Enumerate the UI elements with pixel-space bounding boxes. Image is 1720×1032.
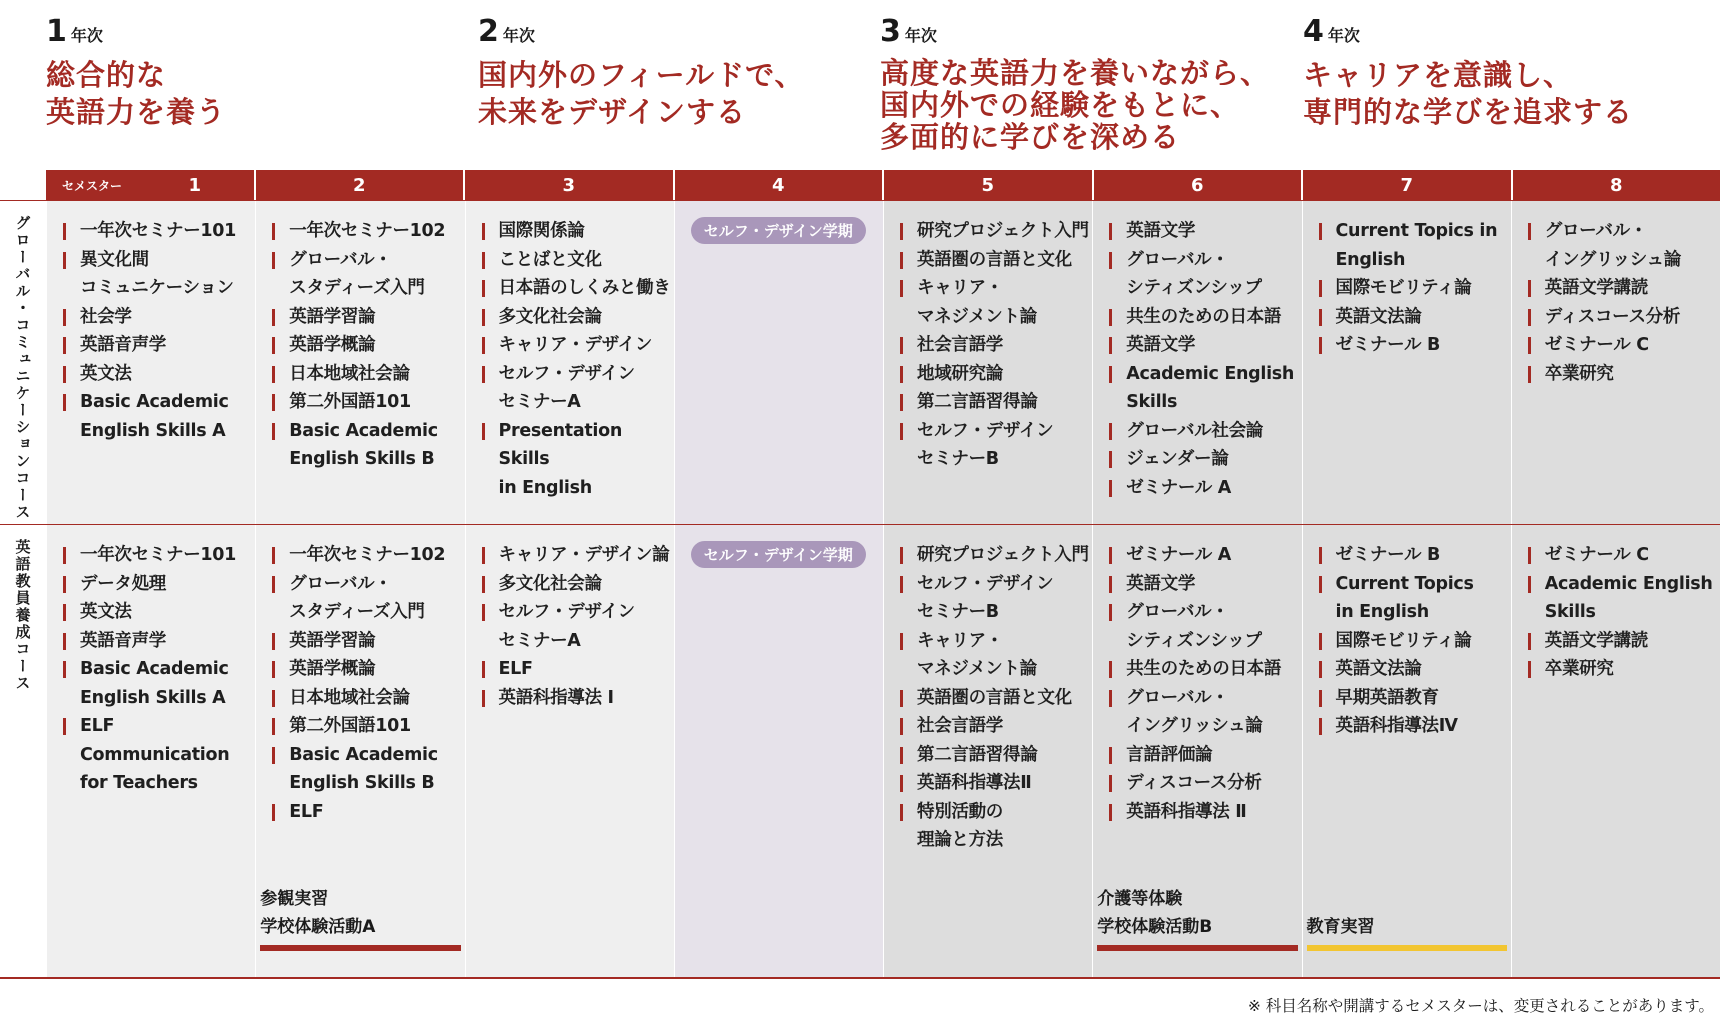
semester-header-3: 3	[465, 170, 675, 200]
practice-block	[1097, 885, 1297, 951]
subject-item: Current Topics in English	[1319, 217, 1511, 274]
subject-item: ELF Communication for Teachers	[63, 712, 255, 798]
subject-item: 社会言語学	[900, 331, 1092, 360]
subject-item: ゼミナール C	[1528, 331, 1720, 360]
practice-bar	[1307, 945, 1507, 951]
subject-item: 英語科指導法Ⅳ	[1319, 712, 1511, 741]
subject-item: キャリア・ マネジメント論	[900, 627, 1092, 684]
course-cell	[1302, 201, 1511, 524]
subject-item: 英語学概論	[272, 655, 464, 684]
practice-bar	[1097, 945, 1297, 951]
semester-header-1	[46, 170, 256, 200]
subject-item: キャリア・デザイン論	[482, 541, 674, 570]
subject-item: Presentation Skills in English	[482, 417, 674, 503]
subject-item: 多文化社会論	[482, 570, 674, 599]
course-label	[0, 525, 46, 977]
practice-block	[260, 885, 460, 951]
subject-item: 英語圏の言語と文化	[900, 246, 1092, 275]
subject-item: ゼミナール B	[1319, 331, 1511, 360]
course-cell	[46, 201, 255, 524]
subject-list	[63, 541, 255, 798]
subject-item: 英語学習論	[272, 303, 464, 332]
year-title: 国内外のフィールドで、 未来をデザインする	[478, 58, 805, 129]
subject-item: 第二言語習得論	[900, 388, 1092, 417]
subject-item: ディスコース分析	[1528, 303, 1720, 332]
subject-item: 一年次セミナー102	[272, 217, 464, 246]
subject-item: 社会言語学	[900, 712, 1092, 741]
subject-item: Academic English Skills	[1528, 570, 1720, 627]
subject-item: ゼミナール C	[1528, 541, 1720, 570]
subject-item: ゼミナール B	[1319, 541, 1511, 570]
year-header-1	[46, 14, 226, 131]
year-unit: 年次	[70, 26, 103, 45]
subject-item: Basic Academic English Skills A	[63, 388, 255, 445]
subject-item: セルフ・デザイン セミナーA	[482, 360, 674, 417]
subject-item: グローバル社会論	[1109, 417, 1301, 446]
subject-list	[1319, 541, 1511, 741]
subject-item: グローバル・ スタディーズ入門	[272, 246, 464, 303]
course-cell	[1092, 201, 1301, 524]
year-title: 総合的な 英語力を養う	[46, 58, 227, 129]
subject-item: 英語文学	[1109, 570, 1301, 599]
subject-item: グローバル・ イングリッシュ論	[1109, 684, 1301, 741]
year-unit: 年次	[502, 26, 535, 45]
subject-item: グローバル・ シティズンシップ	[1109, 246, 1301, 303]
subject-list	[63, 217, 255, 445]
footnote: ※ 科目名称や開講するセメスターは、変更されることがあります。	[1247, 997, 1714, 1015]
subject-item: 言語評価論	[1109, 741, 1301, 770]
subject-item: Academic English Skills	[1109, 360, 1301, 417]
subject-item: 英語音声学	[63, 627, 255, 656]
subject-item: 日本語のしくみと働き	[482, 274, 674, 303]
semester-label: セメスター	[62, 178, 123, 193]
subject-item: ディスコース分析	[1109, 769, 1301, 798]
subject-item: 多文化社会論	[482, 303, 674, 332]
course-label	[0, 201, 46, 524]
subject-item: 英語科指導法Ⅱ	[900, 769, 1092, 798]
subject-item: 英文法	[63, 360, 255, 389]
year-unit: 年次	[904, 26, 937, 45]
year-title: 高度な英語力を養いながら、 国内外での経験をもとに、 多面的に学びを深める	[880, 56, 1271, 154]
year-header-4	[1303, 14, 1633, 131]
course-cell	[465, 525, 674, 977]
subject-item: 英語文学	[1109, 331, 1301, 360]
subject-item: 国際モビリティ論	[1319, 627, 1511, 656]
semester-header-7: 7	[1303, 170, 1513, 200]
subject-item: 第二言語習得論	[900, 741, 1092, 770]
subject-item: 英語文学講読	[1528, 627, 1720, 656]
practice-block	[1307, 913, 1507, 951]
subject-list	[900, 541, 1092, 855]
subject-item: グローバル・ スタディーズ入門	[272, 570, 464, 627]
subject-item: 英語文法論	[1319, 655, 1511, 684]
subject-item: 一年次セミナー101	[63, 217, 255, 246]
subject-item: 国際モビリティ論	[1319, 274, 1511, 303]
course-row-global-communication	[0, 200, 1720, 525]
subject-item: 共生のための日本語	[1109, 655, 1301, 684]
subject-item: セルフ・デザイン セミナーA	[482, 598, 674, 655]
practice-label: 学校体験活動B	[1097, 917, 1213, 937]
subject-item: グローバル・ シティズンシップ	[1109, 598, 1301, 655]
subject-item: 英語圏の言語と文化	[900, 684, 1092, 713]
subject-list	[1528, 541, 1720, 684]
subject-item: Current Topics in English	[1319, 570, 1511, 627]
subject-item: 共生のための日本語	[1109, 303, 1301, 332]
subject-item: ゼミナール A	[1109, 474, 1301, 503]
subject-item: セルフ・デザイン セミナーB	[900, 417, 1092, 474]
subject-item: ELF	[482, 655, 674, 684]
semester-header-2: 2	[256, 170, 466, 200]
course-cell	[883, 201, 1092, 524]
subject-list	[1109, 217, 1301, 502]
year-number: 2	[478, 14, 499, 49]
year-title: キャリアを意識し、 専門的な学びを追求する	[1303, 58, 1634, 129]
course-cell	[1302, 525, 1511, 977]
subject-item: ゼミナール A	[1109, 541, 1301, 570]
course-cell	[1511, 525, 1720, 977]
subject-item: 英語文法論	[1319, 303, 1511, 332]
subject-item: 第二外国語101	[272, 388, 464, 417]
subject-item: セルフ・デザイン セミナーB	[900, 570, 1092, 627]
subject-item: 英文法	[63, 598, 255, 627]
self-design-badge: セルフ・デザイン学期	[691, 541, 866, 568]
subject-list	[1319, 217, 1511, 360]
subject-item: 研究プロジェクト入門	[900, 217, 1092, 246]
subject-list	[900, 217, 1092, 474]
subject-item: 早期英語教育	[1319, 684, 1511, 713]
subject-item: Basic Academic English Skills B	[272, 417, 464, 474]
semester-header-4: 4	[675, 170, 885, 200]
subject-list	[1109, 541, 1301, 826]
subject-item: Basic Academic English Skills A	[63, 655, 255, 712]
practice-label: 参観実習	[260, 889, 329, 909]
subject-item: データ処理	[63, 570, 255, 599]
course-cell	[46, 525, 255, 977]
subject-item: 日本地域社会論	[272, 360, 464, 389]
subject-list	[272, 541, 464, 826]
subject-item: キャリア・ マネジメント論	[900, 274, 1092, 331]
subject-item: 地域研究論	[900, 360, 1092, 389]
subject-item: 社会学	[63, 303, 255, 332]
subject-item: 英語音声学	[63, 331, 255, 360]
practice-label: 学校体験活動A	[260, 917, 376, 937]
course-cell	[1511, 201, 1720, 524]
year-number: 4	[1303, 14, 1324, 49]
course-cell	[255, 525, 464, 977]
semester-header-6: 6	[1094, 170, 1304, 200]
course-cell	[1092, 525, 1301, 977]
year-unit: 年次	[1327, 26, 1360, 45]
course-cell	[883, 525, 1092, 977]
course-row-teacher-training	[0, 525, 1720, 979]
course-name: グローバル・コミュニケーションコース	[13, 215, 32, 521]
practice-label: 介護等体験	[1097, 889, 1183, 909]
subject-item: キャリア・デザイン	[482, 331, 674, 360]
semester-bar	[46, 170, 1720, 200]
subject-item: 第二外国語101	[272, 712, 464, 741]
subject-item: 特別活動の 理論と方法	[900, 798, 1092, 855]
subject-item: 英語学概論	[272, 331, 464, 360]
year-number: 1	[46, 14, 67, 49]
course-cell	[674, 201, 883, 524]
self-design-badge: セルフ・デザイン学期	[691, 217, 866, 244]
subject-item: 国際関係論	[482, 217, 674, 246]
year-header-2	[478, 14, 805, 131]
semester-header-5: 5	[884, 170, 1094, 200]
course-cell	[674, 525, 883, 977]
subject-item: 卒業研究	[1528, 655, 1720, 684]
subject-list	[1528, 217, 1720, 388]
year-number: 3	[880, 14, 901, 49]
subject-item: 一年次セミナー102	[272, 541, 464, 570]
subject-item: 一年次セミナー101	[63, 541, 255, 570]
course-cell	[255, 201, 464, 524]
subject-item: Basic Academic English Skills B	[272, 741, 464, 798]
subject-item: ELF	[272, 798, 464, 827]
subject-item: ジェンダー論	[1109, 445, 1301, 474]
subject-item: 英語科指導法 I	[482, 684, 674, 713]
course-cell	[465, 201, 674, 524]
semester-header-8: 8	[1513, 170, 1720, 200]
semester-number: 1	[188, 174, 202, 196]
subject-item: 異文化間 コミュニケーション	[63, 246, 255, 303]
practice-bar	[260, 945, 460, 951]
subject-item: 英語文学講読	[1528, 274, 1720, 303]
subject-item: 研究プロジェクト入門	[900, 541, 1092, 570]
course-name: 英語教員養成コース	[13, 539, 32, 692]
subject-item: 英語学習論	[272, 627, 464, 656]
practice-label: 教育実習	[1306, 917, 1375, 937]
year-header-3	[880, 14, 1270, 153]
subject-list	[272, 217, 464, 474]
subject-item: 日本地域社会論	[272, 684, 464, 713]
subject-item: 英語文学	[1109, 217, 1301, 246]
subject-item: 卒業研究	[1528, 360, 1720, 389]
subject-item: ことばと文化	[482, 246, 674, 275]
subject-item: グローバル・ イングリッシュ論	[1528, 217, 1720, 274]
subject-item: 英語科指導法 Ⅱ	[1109, 798, 1301, 827]
subject-list	[482, 541, 674, 712]
subject-list	[482, 217, 674, 502]
